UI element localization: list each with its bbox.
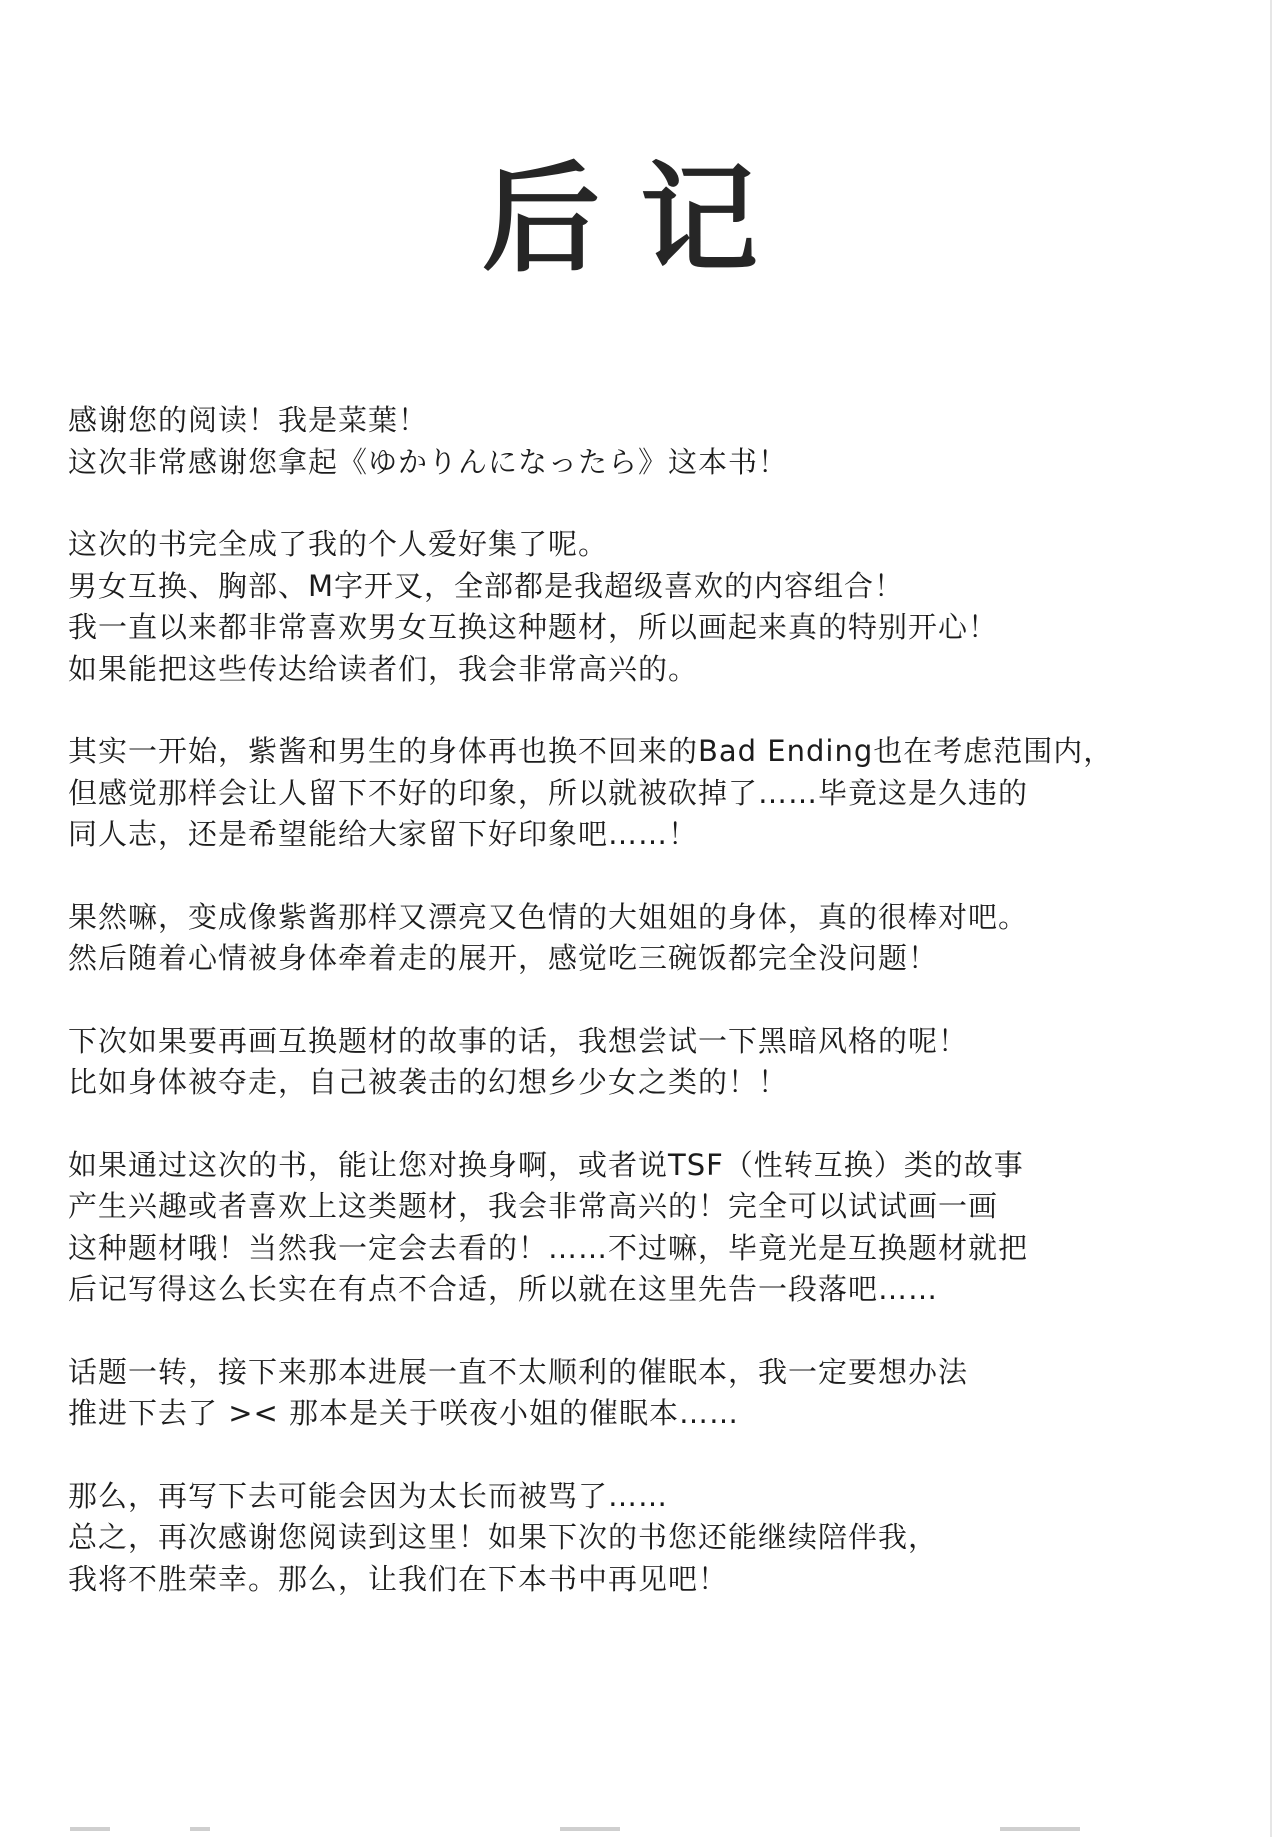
text-line: 比如身体被夺走，自己被袭击的幻想乡少女之类的！！ <box>68 1065 789 1099</box>
scan-mark <box>190 1827 210 1831</box>
bottom-scan-marks <box>0 1822 1280 1837</box>
text-line: 其实一开始，紫酱和男生的身体再也换不回来的Bad Ending也在考虑范围内， <box>68 734 1114 768</box>
text-line: 感谢您的阅读！我是菜葉！ <box>68 403 429 437</box>
afterword-body <box>68 400 1268 1641</box>
scan-mark <box>1000 1827 1080 1831</box>
text-line: 后记写得这么长实在有点不合适，所以就在这里先告一段落吧…… <box>68 1272 939 1306</box>
text-line: 推进下去了 >< 那本是关于咲夜小姐的催眠本…… <box>68 1396 740 1430</box>
scan-mark <box>560 1827 620 1831</box>
scan-mark <box>70 1827 110 1831</box>
text-line: 这次非常感谢您拿起《ゆかりんになったら》这本书！ <box>68 444 789 479</box>
paragraph-6 <box>68 1145 1268 1311</box>
paragraph-3 <box>68 731 1268 856</box>
text-line: 然后随着心情被身体牵着走的展开，感觉吃三碗饭都完全没问题！ <box>68 941 939 975</box>
text-line: 我一直以来都非常喜欢男女互换这种题材，所以画起来真的特别开心！ <box>68 610 999 644</box>
text-line: 但感觉那样会让人留下不好的印象，所以就被砍掉了……毕竟这是久违的 <box>68 775 1029 810</box>
paragraph-7 <box>68 1352 1268 1435</box>
text-line: 话题一转，接下来那本进展一直不太顺利的催眠本，我一定要想办法 <box>68 1354 969 1389</box>
page-title: 后记 <box>481 150 798 288</box>
text-line: 下次如果要再画互换题材的故事的话，我想尝试一下黑暗风格的呢！ <box>68 1023 969 1058</box>
text-line: 如果通过这次的书，能让您对换身啊，或者说TSF（性转互换）类的故事 <box>68 1147 1024 1182</box>
text-line: 这种题材哦！当然我一定会去看的！……不过嘛，毕竟光是互换题材就把 <box>68 1230 1029 1265</box>
text-line: 那么，再写下去可能会因为太长而被骂了…… <box>68 1478 669 1513</box>
paragraph-1 <box>68 400 1268 483</box>
text-line: 果然嘛，变成像紫酱那样又漂亮又色情的大姐姐的身体，真的很棒对吧。 <box>68 899 1029 934</box>
paragraph-4 <box>68 897 1268 980</box>
text-line: 产生兴趣或者喜欢上这类题材，我会非常高兴的！完全可以试试画一画 <box>68 1189 999 1223</box>
text-line: 总之，再次感谢您阅读到这里！如果下次的书您还能继续陪伴我， <box>68 1520 939 1554</box>
text-line: 同人志，还是希望能给大家留下好印象吧……！ <box>68 817 699 851</box>
paragraph-5 <box>68 1021 1268 1104</box>
text-line: 这次的书完全成了我的个人爱好集了呢。 <box>68 527 609 561</box>
paragraph-8 <box>68 1476 1268 1601</box>
text-line: 如果能把这些传达给读者们，我会非常高兴的。 <box>68 651 699 686</box>
paragraph-2 <box>68 524 1268 690</box>
text-line: 我将不胜荣幸。那么，让我们在下本书中再见吧！ <box>68 1561 729 1596</box>
text-line: 男女互换、胸部、M字开叉，全部都是我超级喜欢的内容组合！ <box>68 568 905 603</box>
